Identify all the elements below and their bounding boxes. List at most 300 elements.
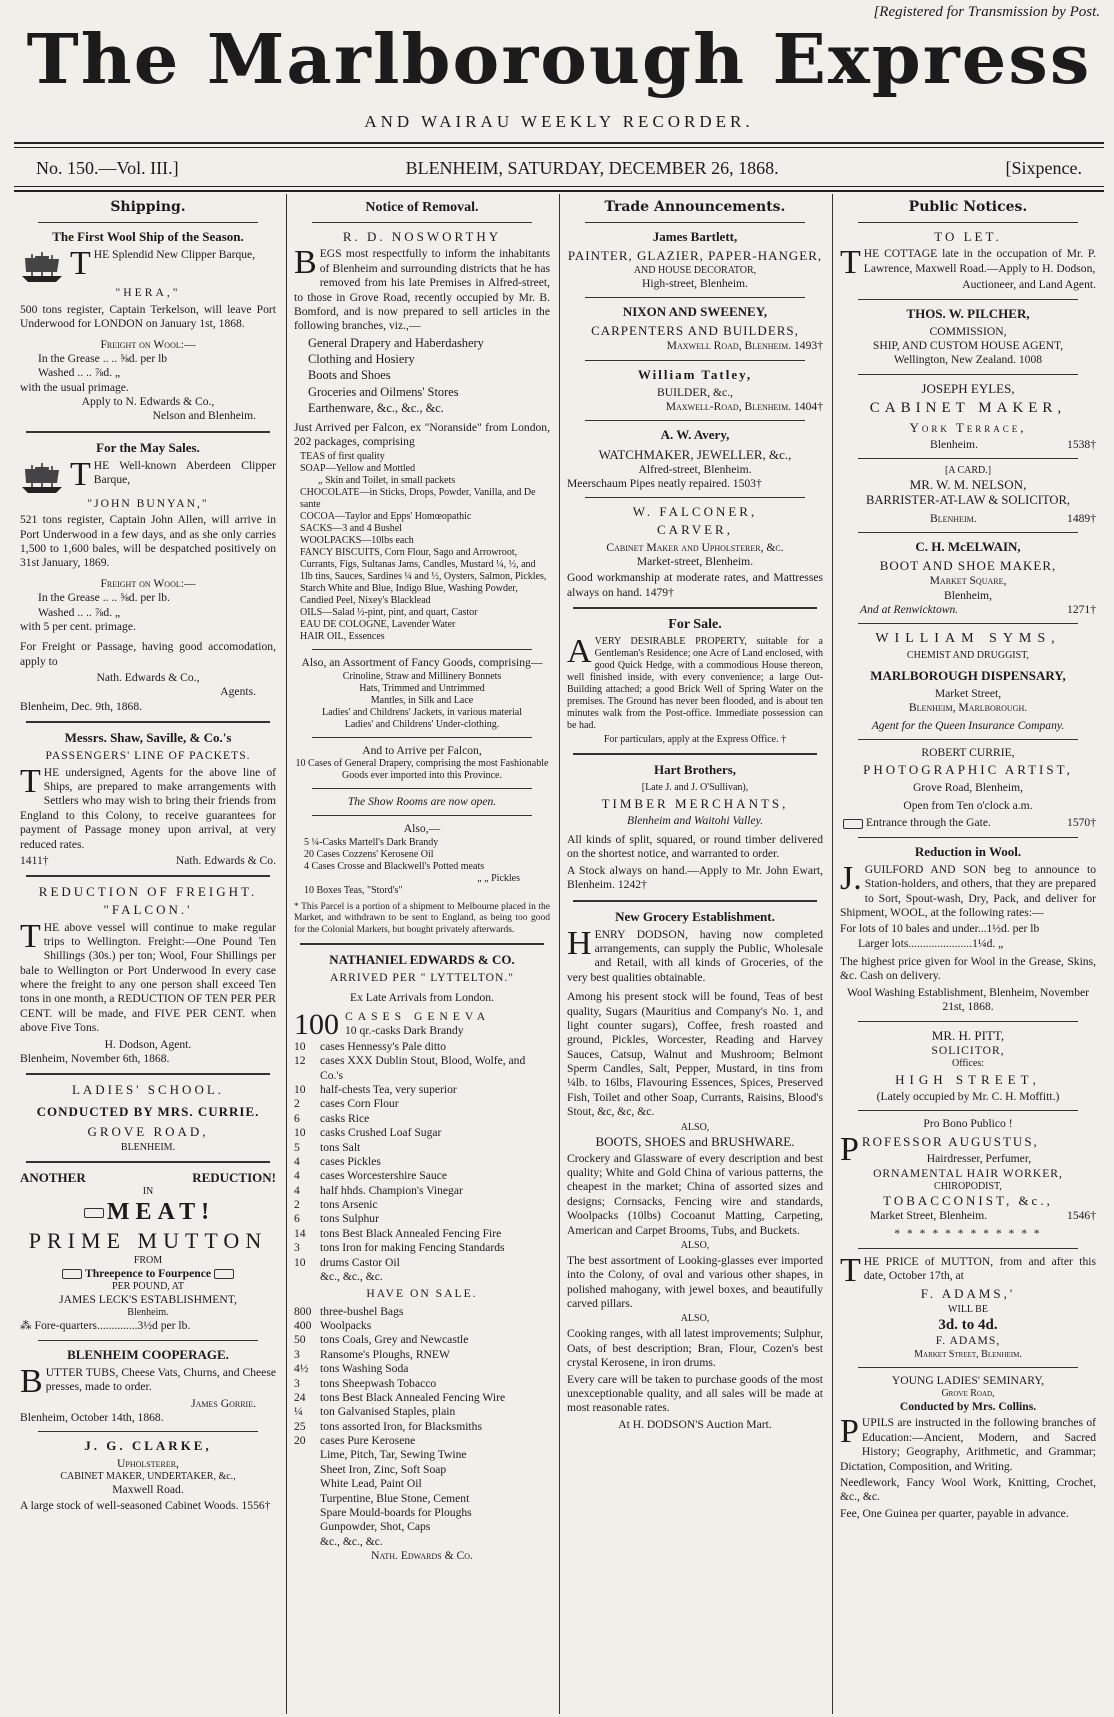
fancy-item: Mantles, in Silk and Lace: [370, 694, 474, 706]
currie-ref: 1570†: [1067, 816, 1096, 830]
ad-footer: [20, 854, 276, 868]
nelson-card: [A CARD.]: [944, 465, 992, 477]
also-item: 4 Cases Crosse and Blackwell's Potted meats: [304, 860, 485, 872]
currie-address: Grove Road, Blenheim,: [912, 780, 1024, 794]
meat-where: JAMES LECK'S ESTABLISHMENT,: [59, 1293, 237, 1307]
ad-ref: 1411†: [20, 853, 49, 867]
ad-details: 521 tons register, Captain John Allen, will arrive in Port Underwood in a few days, and as she only carries 1,500 to 1,600 bales, will be despatched positively on 31st January, 1869.: [20, 513, 276, 570]
masthead-subtitle: AND WAIRAU WEEKLY RECORDER.: [364, 112, 754, 131]
fancy-item: Hats, Trimmed and Untrimmed: [359, 682, 485, 694]
meat-from: FROM: [133, 1254, 163, 1266]
column-trade: [567, 196, 823, 1711]
bartlett-address: High-street, Blenheim.: [642, 276, 748, 290]
onsale-item: Lime, Pitch, Tar, Sewing Twine: [320, 1448, 467, 1462]
eyles-town: Blenheim.: [930, 437, 978, 451]
newspaper-page: [14, 0, 1104, 1717]
grocery-body: HENRY DODSON, having now completed arrangements, can supply the Public, Wholesale and Retail, with all kinds of Groceries, of the very best qualities obtainable.: [567, 924, 823, 984]
issue-date: BLENHEIM, SATURDAY, DECEMBER 26, 1868.: [405, 157, 779, 178]
mcelwain-town: Blenheim,: [944, 588, 992, 602]
hart-stock: A Stock always on hand.—Apply to Mr. John Ewart, Blenheim. 1242†: [567, 863, 823, 892]
masthead-title: The Marlborough Express: [26, 20, 1092, 100]
augustus-footer: [840, 1209, 1096, 1223]
section-shipping: Shipping.: [110, 199, 186, 215]
arrivals-item: 3 tons Iron for making Fencing Standards: [294, 1241, 505, 1255]
tatley-name: William Tatley,: [637, 366, 753, 382]
onsale-list: [294, 1305, 550, 1549]
separator: [858, 837, 1078, 838]
separator: [26, 1161, 270, 1163]
eyles-name: JOSEPH EYLES,: [921, 380, 1015, 396]
hart-where: Blenheim and Waitohi Valley.: [626, 813, 764, 827]
tolet-sign: Auctioneer, and Land Agent.: [962, 278, 1096, 292]
branch-item: Groceries and Oilmens' Stores: [308, 384, 459, 399]
grocery-mart: At H. DODSON'S Auction Mart.: [618, 1417, 772, 1431]
arrivals-item: 14 tons Best Black Annealed Fencing Fire: [294, 1226, 502, 1240]
arrive-heading: And to Arrive per Falcon,: [362, 743, 482, 757]
separator: [585, 222, 805, 223]
grocery-glasses: The best assortment of Looking-glasses ever imported into the Colony, of oval and various other shapes, in polished mahogany, with jewel boxes, and beautifully carved pillars.: [567, 1253, 823, 1311]
currie-gate: Entrance through the Gate.: [840, 816, 991, 830]
separator: [38, 1431, 258, 1432]
ad-body: THE Well-known Aberdeen Clipper Barque,: [70, 455, 276, 493]
goods-item: HAIR OIL, Essences: [300, 631, 385, 643]
falconer-body: Good workmanship at moderate rates, and Mattresses always on hand. 1479†: [567, 571, 823, 599]
eyles-footer: [840, 438, 1096, 452]
grocery-also: ALSO,: [680, 1239, 710, 1251]
meat-another: ANOTHER: [20, 1169, 86, 1185]
separator: [312, 222, 532, 223]
pitt-offices: Offices:: [951, 1058, 985, 1069]
eyles-ref: 1538†: [1067, 437, 1096, 451]
nelson-town: Blenheim.: [930, 511, 977, 525]
mcelwain-trade: BOOT AND SHOE MAKER,: [879, 558, 1057, 574]
separator: [26, 721, 270, 723]
goods-item: SOAP—Yellow and Mottled: [300, 463, 416, 475]
ad-sign: James Gorrie.: [191, 1396, 256, 1410]
pitt-name: MR. H. PITT,: [931, 1027, 1005, 1043]
goods-item: „ Skin and Toilet, in small packets: [318, 475, 456, 487]
syms-name: WILLIAM SYMS,: [875, 631, 1061, 647]
onsale-item: White Lead, Paint Oil: [320, 1477, 422, 1491]
eyles-address: York Terrace,: [909, 419, 1027, 435]
separator: [312, 788, 532, 789]
augustus-name-row: PROFESSOR AUGUSTUS,: [840, 1130, 1039, 1168]
currie-trade: PHOTOGRAPHIC ARTIST,: [863, 762, 1073, 778]
goods-item: OILS—Salad ½-pint, pint, and quart, Castor: [300, 607, 478, 619]
arrivals-item: &c., &c., &c.: [320, 1269, 383, 1283]
pitt-trade: SOLICITOR,: [931, 1043, 1005, 1057]
meat-in: IN: [142, 1185, 154, 1197]
removal-branches: [294, 336, 550, 417]
forsale-body: AVERY DESIRABLE PROPERTY, suitable for a Gentleman's Residence; one Acre of Land enclosed, with good Quick Hedge, with a commodious House thereon, well finished inside, with every convenience; a large Out-Building attached; a good Brick Well of Spring Water on the premises. The Ground has never been flooded, and is about ten minutes walk from the Post-office. Immediate possession can be had.: [567, 633, 823, 732]
ship-icon: [20, 461, 64, 495]
ad-apply: Apply to N. Edwards & Co.,: [81, 395, 215, 409]
arrivals-item: 2 cases Corn Flour: [294, 1097, 399, 1111]
pilcher-name: THOS. W. PILCHER,: [906, 305, 1030, 321]
geneva-row: [294, 1007, 550, 1041]
meat-forequarters: ⁂ Fore-quarters..............3½d per lb.: [20, 1319, 191, 1333]
onsale-item: 20 cases Pure Kerosene: [294, 1434, 416, 1447]
freight-primage: with the usual primage.: [20, 380, 129, 394]
pointing-hand-icon: [84, 1208, 104, 1218]
school-conducted: CONDUCTED BY MRS. CURRIE.: [36, 1104, 260, 1120]
separator: [573, 753, 817, 755]
column-rule-3: [832, 194, 833, 1714]
syms-agent: Agent for the Queen Insurance Company.: [871, 718, 1065, 732]
eyles-trade: CABINET MAKER,: [869, 399, 1067, 416]
separator: [26, 1073, 270, 1075]
onsale-item: 400 Woolpacks: [294, 1319, 372, 1332]
fancy-item: Ladies' and Childrens' Jackets, in various material: [322, 706, 522, 718]
wool-larger: Larger lots......................1¼d. „: [858, 936, 1004, 950]
ad-agents: Agents.: [220, 685, 256, 699]
edwards-arrived: ARRIVED PER " LYTTELTON.": [329, 971, 515, 985]
ad-date: Blenheim, October 14th, 1868.: [20, 1411, 164, 1425]
ad-heading: For the May Sales.: [96, 439, 200, 455]
separator: [312, 737, 532, 738]
masthead-rule-thin: [14, 147, 1104, 148]
ad-where: Nelson and Blenheim.: [152, 409, 256, 423]
arrived-heading: Just Arrived per Falcon, ex "Noranside" from London, 202 packages, comprising: [294, 420, 550, 448]
separator: [858, 623, 1078, 624]
grocery-also: ALSO,: [680, 1121, 710, 1133]
mutton-will: WILL BE: [948, 1303, 988, 1315]
also-note: * This Parcel is a portion of a shipment to Melbourne placed in the Market, and withdrawn to be sent to England, as being too good for the Colonial Markets, but bought privately afterwards.: [294, 901, 550, 935]
goods-item: FANCY BISCUITS, Corn Flour, Sago and Arrowroot, Currants, Figs, Sultanas Jams, Candles, Mustard ¼, ½, and 1lb tins, Sauces, Sardines ¼ and ½, Oysters, Salmon, Pickles, Starch White and Blue, Indigo Blue, Washing Powder, Candied Peel, Nixey's Blacklead: [300, 547, 547, 607]
onsale-item: 50 tons Coals, Grey and Newcastle: [294, 1333, 469, 1347]
branch-item: Earthenware, &c., &c., &c.: [308, 401, 444, 416]
ad-subheading: PASSENGERS' LINE OF PACKETS.: [45, 749, 251, 763]
nixon-name: NIXON AND SWEENEY,: [622, 303, 768, 319]
hart-heading: Hart Brothers,: [653, 762, 737, 778]
stars-divider: * * * * * * * * * * * *: [894, 1227, 1042, 1241]
avery-trade: WATCHMAKER, JEWELLER, &c.,: [598, 446, 792, 462]
ad-details: 500 tons register, Captain Terkelson, will leave Port Underwood for LONDON on January 1st, 1868.: [20, 302, 276, 331]
dateline-rule: [14, 186, 1104, 187]
section-notices: Public Notices.: [908, 199, 1028, 215]
mcelwain-ref: 1271†: [1067, 603, 1096, 617]
arrivals-item: 4 cases Worcestershire Sauce: [294, 1169, 447, 1183]
grocery-stock: Among his present stock will be found, Teas of best quality, Sugars (Mauritius and Company's No. 1, and light counter sugars), Coffee, fresh roasted and ground, Pickles, Worcester, Reading and Harvey Sauces, Catsup, Walnut and Mushroom; Belmont Sperm Candles, Salt, Pepper, Mustard, in tins from ¼lb. to 16lbs, Flavouring Essences, Spices, Preserved Fish, Toilet and other Soap, Currants, Raisins, Blood's Stout, &c, &c, &c.: [567, 990, 823, 1119]
ad-heading: Messrs. Shaw, Saville, & Co.'s: [64, 730, 232, 746]
wool-heading: Reduction in Wool.: [914, 843, 1022, 859]
ship-name: "HERA,": [115, 286, 181, 300]
mutton-sign: F. ADAMS,: [935, 1334, 1001, 1348]
separator: [858, 458, 1078, 459]
clarke-body: A large stock of well-seasoned Cabinet Woods. 1556†: [20, 1499, 271, 1513]
augustus-trade4: TOBACCONIST, &c.,: [883, 1192, 1053, 1208]
school-town: BLENHEIM.: [120, 1141, 176, 1153]
goods-item: EAU DE COLOGNE, Lavender Water: [300, 619, 456, 631]
separator: [858, 1248, 1078, 1249]
ad-agent: Nath. Edwards & Co.,: [96, 671, 200, 685]
separator: [858, 374, 1078, 375]
syms-town: Blenheim, Marlborough.: [908, 701, 1028, 715]
syms-trade: CHEMIST AND DRUGGIST,: [906, 649, 1030, 661]
seminary-road: Grove Road,: [941, 1388, 995, 1400]
showrooms-note: The Show Rooms are now open.: [347, 795, 497, 809]
tatley-trade: BUILDER, &c.,: [657, 385, 733, 399]
grocery-heading: New Grocery Establishment.: [615, 908, 775, 924]
removal-name: R. D. NOSWORTHY: [342, 229, 502, 245]
registered-note: [Registered for Transmission by Post.: [873, 4, 1100, 20]
separator: [585, 497, 805, 498]
meat-heading: [20, 1170, 276, 1186]
freight-grease: In the Grease .. .. ⅝d. per lb: [38, 351, 168, 365]
nixon-trade: CARPENTERS AND BUILDERS,: [591, 323, 799, 339]
also-item: 10 Boxes Teas, "Stord's": [304, 884, 403, 896]
removal-body: BEGS most respectfully to inform the inhabitants of Blenheim and surrounding districts that he has removed from his late Premises in Alfred-street, to those in Grove Road, recently occupied by Mr. B. Bomford, and is now prepared to sell articles in the following branches, viz.,—: [294, 244, 550, 333]
geneva-quantity: 100: [294, 1007, 339, 1041]
syms-street: Market Street,: [934, 686, 1002, 700]
separator: [858, 532, 1078, 533]
school-heading: LADIES' SCHOOL.: [71, 1082, 225, 1098]
augustus-trade: Hairdresser, Perfumer,: [926, 1152, 1032, 1166]
clarke-trade2: CABINET MAKER, UNDERTAKER, &c.,: [60, 1470, 236, 1482]
separator: [858, 1021, 1078, 1022]
meat-reduction: REDUCTION!: [192, 1169, 276, 1185]
hart-body: All kinds of split, squared, or round timber delivered on the shortest notice, and warranted to order.: [567, 833, 823, 861]
column-notices: [840, 196, 1096, 1711]
onsale-item: Sheet Iron, Zinc, Soft Soap: [320, 1462, 447, 1476]
also-item: 20 Cases Cozzens' Kerosene Oil: [304, 848, 434, 860]
currie-open: Open from Ten o'clock a.m.: [903, 798, 1033, 812]
syms-shop: MARLBOROUGH DISPENSARY,: [870, 667, 1066, 683]
dateline-rule-thick: [14, 190, 1104, 192]
pointing-hand-icon: [62, 1269, 82, 1279]
separator: [858, 299, 1078, 300]
arrivals-item: 5 tons Salt: [294, 1140, 361, 1154]
mutton-address: Market Street, Blenheim.: [914, 1348, 1022, 1360]
seminary-conducted: Conducted by Mrs. Collins.: [899, 1400, 1037, 1414]
meat-price: Threepence to Fourpence: [20, 1267, 276, 1281]
arrivals-item: 10 half-chests Tea, very superior: [294, 1083, 457, 1096]
wool-lots: For lots of 10 bales and under...1½d. per lb: [840, 922, 1040, 936]
mcelwain-also: And at Renwicktown.: [860, 603, 959, 617]
separator: [26, 431, 270, 433]
freight-label: Freight on Wool:—: [100, 576, 196, 590]
pilcher-trade2: SHIP, AND CUSTOM HOUSE AGENT,: [872, 339, 1064, 353]
clarke-road: Maxwell Road.: [112, 1482, 184, 1496]
pointing-hand-icon: [843, 819, 863, 829]
freight-primage: with 5 per cent. primage.: [20, 619, 136, 633]
freight-washed: Washed .. .. ⅞d. „: [38, 366, 121, 380]
onsale-item: Gunpowder, Shot, Caps: [320, 1520, 431, 1534]
falconer-name: W. FALCONER,: [632, 504, 758, 520]
also-heading: Also,—: [403, 822, 441, 836]
falconer-address: Market-street, Blenheim.: [636, 554, 754, 568]
augustus-trade3: CHIROPODIST,: [934, 1180, 1002, 1192]
ad-heading: REDUCTION OF FREIGHT.: [38, 884, 258, 900]
arrivals-item: 6 tons Sulphur: [294, 1212, 379, 1226]
mutton-name: F. ADAMS,': [920, 1285, 1016, 1301]
ad-sign: H. Dodson, Agent.: [104, 1037, 192, 1051]
nixon-address: Maxwell Road, Blenheim. 1493†: [666, 339, 823, 353]
clarke-name: J. G. CLARKE,: [84, 1438, 212, 1454]
column-shipping: [20, 196, 276, 1711]
section-trade: Trade Announcements.: [604, 199, 786, 215]
goods-item: CHOCOLATE—in Sticks, Drops, Powder, Vanilla, and De sante: [300, 487, 536, 511]
ad-body: BUTTER TUBS, Cheese Vats, Churns, and Cheese presses, made to order.: [20, 1362, 276, 1400]
separator: [300, 943, 544, 945]
onsale-item: Turpentine, Blue Stone, Cement: [320, 1491, 470, 1505]
column-rule-2: [559, 194, 560, 1714]
augustus-pro: Pro Bono Publico !: [923, 1117, 1013, 1131]
onsale-item: ¼ ton Galvanised Staples, plain: [294, 1405, 456, 1419]
seminary-fee: Fee, One Guinea per quarter, payable in advance.: [840, 1506, 1069, 1520]
goods-item: TEAS of first quality: [300, 451, 385, 463]
meat-per: PER POUND, AT: [112, 1281, 184, 1293]
ship-name: "FALCON.': [103, 902, 193, 918]
bartlett-trade2: AND HOUSE DECORATOR,: [633, 264, 757, 276]
separator: [38, 1340, 258, 1341]
wool-price: The highest price given for Wool in the Grease, Skins, &c. Cash on delivery.: [840, 955, 1096, 983]
mcelwain-footer: [840, 603, 1096, 617]
also-item: 5 ¼-Casks Martell's Dark Brandy: [304, 836, 439, 848]
goods-item: SACKS—3 and 4 Bushel: [300, 523, 402, 535]
branch-item: Clothing and Hosiery: [308, 352, 415, 367]
nelson-trade: BARRISTER-AT-LAW & SOLICITOR,: [865, 493, 1071, 508]
forsale-apply: For particulars, apply at the Express Office. †: [603, 734, 787, 746]
forsale-heading: For Sale.: [668, 617, 722, 633]
ad-sign: Nath. Edwards & Co.: [175, 853, 276, 867]
also-item: „ „ Pickles: [477, 872, 520, 884]
freight-washed: Washed .. .. ⅞d. „: [38, 605, 121, 619]
edwards-heading: NATHANIEL EDWARDS & CO.: [329, 952, 515, 968]
augustus-trade2: ORNAMENTAL HAIR WORKER,: [873, 1166, 1063, 1180]
ad-body: THE above vessel will continue to make regular trips to Wellington. Freight:—One Pound Ten Shillings (30s.) per ton; Wool, Four Shillings per bale to Wellington or Port Underwood In every case where the freight to any one person shall exceed Ten tons in one month, a REDUCTION OF TEN PER PER CENT. will be made, and FIVE PER CENT. when above Five Tons.: [20, 917, 276, 1035]
ad-body: THE undersigned, Agents for the above line of Ships, are prepared to make arrangements with Settlers who may wish to bring their friends from England to this Colony, to receive guarantees for payment of Passage money upon arrival, at very reduced rates.: [20, 762, 276, 851]
avery-pipes: Meerschaum Pipes neatly repaired. 1503†: [567, 477, 762, 490]
branch-item: Boots and Shoes: [308, 368, 391, 383]
onsale-item: 3 tons Sheepwash Tobacco: [294, 1376, 437, 1390]
also-list: [294, 837, 550, 897]
mcelwain-name: C. H. McELWAIN,: [915, 539, 1021, 555]
onsale-item: 800 three-bushel Bags: [294, 1304, 404, 1318]
mutton-body: THE PRICE of MUTTON, from and after this date, October 17th, at: [840, 1251, 1096, 1289]
freight-label: Freight on Wool:—: [100, 337, 196, 351]
separator: [858, 1110, 1078, 1111]
pointing-hand-icon: [214, 1269, 234, 1279]
tolet-heading: TO LET.: [934, 229, 1002, 245]
onsale-item: &c., &c., &c.: [320, 1534, 383, 1548]
seminary-body: PUPILS are instructed in the following branches of Education:—Ancient, Modern, and Sacred History; Geography, Arithmetic, and Grammar; Dictation, Composition, and Writing.: [840, 1413, 1096, 1473]
mcelwain-address: Market Square,: [929, 574, 1007, 588]
pitt-late: (Lately occupied by Mr. C. H. Moffitt.): [876, 1090, 1060, 1104]
grocery-boots: BOOTS, SHOES and BRUSHWARE.: [595, 1133, 795, 1149]
falconer-trade: CARVER,: [657, 522, 733, 538]
bartlett-trade: PAINTER, GLAZIER, PAPER-HANGER,: [567, 248, 823, 264]
branch-item: General Drapery and Haberdashery: [308, 335, 484, 350]
ship-name: "JOHN BUNYAN,": [87, 496, 209, 510]
edwards-ex: Ex Late Arrivals from London.: [350, 990, 494, 1004]
goods-list: [294, 451, 550, 643]
arrivals-item: 10 casks Crushed Loaf Sugar: [294, 1126, 442, 1140]
masthead-rule: [14, 142, 1104, 144]
meat-prime-mutton: PRIME MUTTON: [28, 1228, 268, 1254]
issue-number: No. 150.—Vol. III.]: [36, 157, 179, 178]
ship-icon: [20, 250, 64, 284]
onsale-item: Spare Mould-boards for Ploughs: [320, 1505, 472, 1519]
dateline: [14, 155, 1104, 181]
ad-heading: The First Wool Ship of the Season.: [52, 229, 244, 245]
seminary-needle: Needlework, Fancy Wool Work, Knitting, Crochet, &c., &c.: [840, 1475, 1096, 1504]
clarke-trade: Upholsterer,: [117, 1456, 179, 1470]
arrivals-item: 10 drums Castor Oil: [294, 1255, 400, 1269]
section-removal: Notice of Removal.: [365, 200, 479, 215]
separator: [312, 649, 532, 650]
separator: [312, 815, 532, 816]
nelson-ref: 1489†: [1067, 511, 1096, 525]
ad-date: Blenheim, Dec. 9th, 1868.: [20, 699, 143, 713]
currie-footer: [840, 816, 1096, 830]
augustus-address: Market Street, Blenheim.: [870, 1209, 988, 1223]
falconer-trade2: Cabinet Maker and Upholsterer, &c.: [606, 540, 784, 554]
arrivals-item: 12 cases XXX Dublin Stout, Blood, Wolfe, and Co.'s: [294, 1054, 526, 1082]
pitt-street: HIGH STREET,: [895, 1072, 1041, 1087]
arrivals-item: 10 cases Hennessy's Pale ditto: [294, 1039, 447, 1053]
ad-date: Blenheim, November 6th, 1868.: [20, 1051, 170, 1065]
goods-item: WOOLPACKS—10lbs each: [300, 535, 414, 547]
meat-title: MEAT!: [20, 1198, 276, 1228]
hart-trade: TIMBER MERCHANTS,: [601, 795, 789, 811]
ad-body: THE Splendid New Clipper Barque,: [70, 245, 256, 283]
separator: [38, 222, 258, 223]
avery-address: Alfred-street, Blenheim.: [638, 462, 752, 476]
meat-town: Blenheim.: [127, 1307, 169, 1319]
wool-body: J. GUILFORD AND SON beg to announce to Station-holders, and others, that they are prepared to Sort, Spout-wash, Dry, Pack, and deliver for Shipment, WOOL, at the following rates:—: [840, 859, 1096, 919]
separator: [585, 297, 805, 298]
grocery-ranges: Cooking ranges, with all latest improvements; Sulphur, Oats, of best description; Bran, Flour, Cozen's best crystal Kerosene, in iron drums.: [567, 1327, 823, 1370]
arrivals-item: 6 casks Rice: [294, 1111, 370, 1125]
separator: [858, 1367, 1078, 1368]
edwards-sign: Nath. Edwards & Co.: [371, 1549, 473, 1562]
column-rule-1: [286, 194, 287, 1714]
ad-apply: For Freight or Passage, having good accomodation, apply to: [20, 640, 276, 668]
augustus-ref: 1546†: [1067, 1209, 1096, 1223]
separator: [585, 360, 805, 361]
onsale-heading: HAVE ON SALE.: [366, 1287, 478, 1301]
arrive-body: 10 Cases of General Drapery, comprising the most Fashionable Goods ever imported into this Province.: [295, 758, 549, 782]
arrivals-item: 4 cases Pickles: [294, 1154, 381, 1168]
onsale-item: 25 tons assorted Iron, for Blacksmiths: [294, 1419, 482, 1433]
fancy-item: Ladies' and Childrens' Under-clothing.: [344, 718, 500, 730]
issue-price: [Sixpence.: [1005, 157, 1082, 178]
goods-item: COCOA—Taylor and Epps' Homœopathic: [300, 511, 472, 523]
separator: [858, 739, 1078, 740]
separator: [585, 420, 805, 421]
mutton-price: 3d. to 4d.: [938, 1316, 998, 1333]
seminary-heading: YOUNG LADIES' SEMINARY,: [891, 1373, 1045, 1387]
nelson-name: MR. W. M. NELSON,: [909, 477, 1027, 493]
fancy-list: [294, 671, 550, 731]
currie-name: ROBERT CURRIE,: [921, 746, 1015, 760]
onsale-item: 4½ tons Washing Soda: [294, 1362, 409, 1376]
arrivals-item: 4 half hhds. Champion's Vinegar: [294, 1183, 463, 1197]
arrivals-list: [294, 1040, 550, 1284]
separator: [573, 607, 817, 609]
geneva-brandy: 10 qr.-casks Dark Brandy: [345, 1024, 464, 1038]
arrivals-item: 2 tons Arsenic: [294, 1198, 378, 1211]
onsale-item: 24 tons Best Black Annealed Fencing Wire: [294, 1390, 506, 1404]
grocery-care: Every care will be taken to purchase goods of the most unexceptionable quality, and all sales will be made at most reasonable rates.: [567, 1372, 823, 1415]
column-removal: [294, 196, 550, 1711]
fancy-item: Crinoline, Straw and Millinery Bonnets: [342, 670, 502, 682]
tolet-body: THE COTTAGE late in the occupation of Mr. P. Lawrence, Maxwell Road.—Apply to H. Dodson,: [840, 244, 1096, 282]
onsale-item: 3 Ransome's Ploughs, RNEW: [294, 1347, 450, 1361]
geneva-cases: CASES GENEVA: [345, 1009, 491, 1023]
bartlett-name: James Bartlett,: [652, 229, 738, 245]
